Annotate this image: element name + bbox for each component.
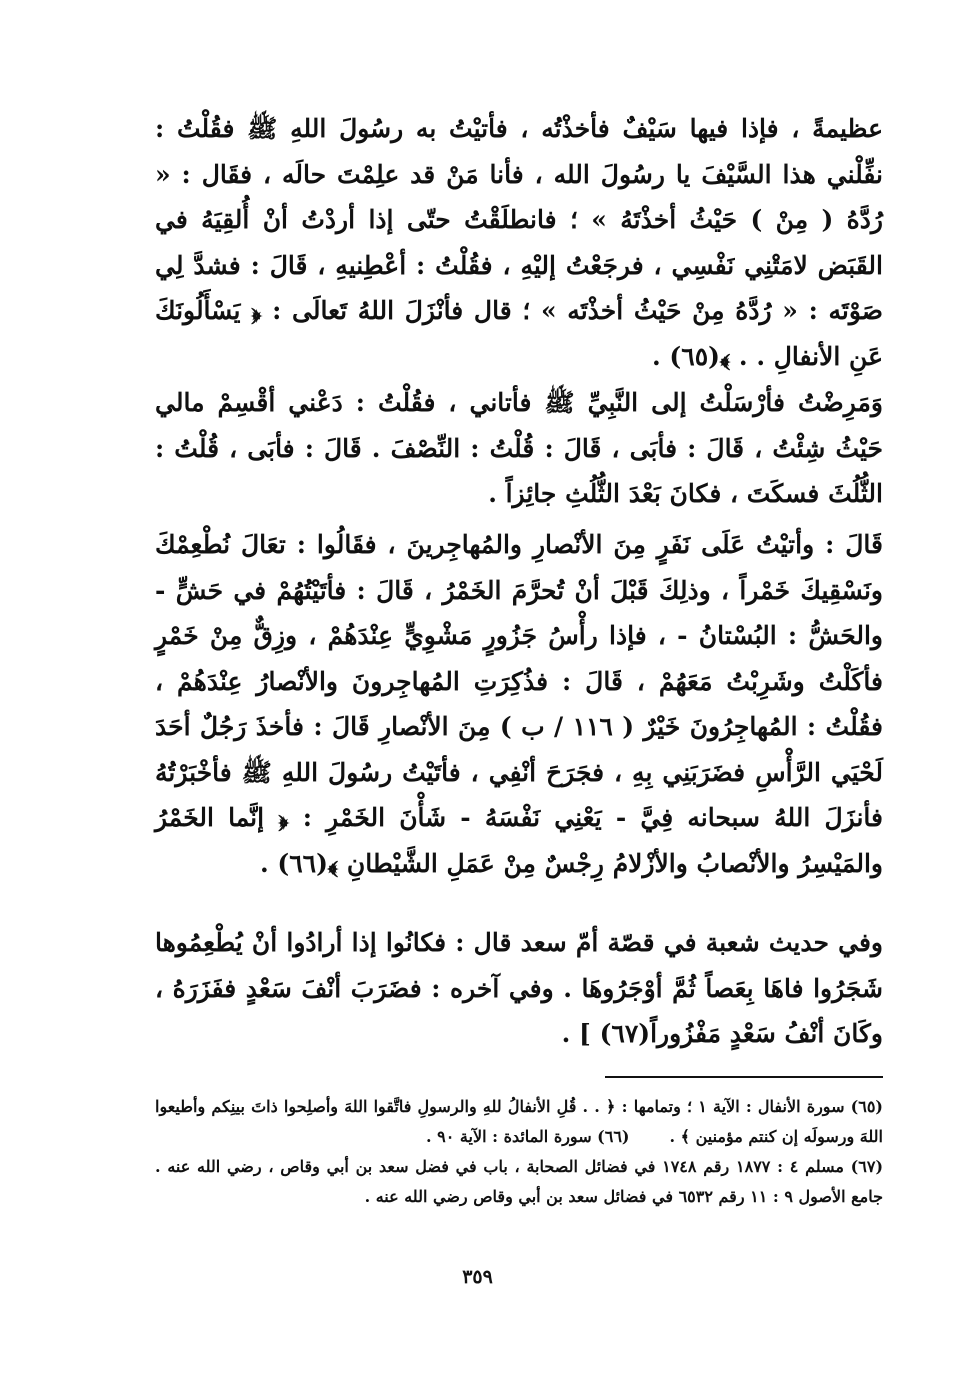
footnote-65-line [155, 1092, 883, 1152]
footnotes [155, 1092, 883, 1212]
footnote-66: (٦٦) سورة المائدة : الآية ٩٠ . [426, 1127, 630, 1146]
paragraph-2: وَمَرِضْتُ فأرْسَلْتُ إلى النَّبِيِّ ﷺ فأتاني ، فقُلْتُ : دَعْني أقْسِمْ مالي حَيْثُ شِئْتُ ، قَالَ : فأبَى ، قَالَ : قُلْتُ : النِّصْفَ . قَالَ : فأبَى ، قُلْتُ : الثُّلُثَ فسكَتَ ، فكانَ بَعْدَ الثُّلُثِ جائِزاً . [155, 388, 883, 508]
paragraph-3: قَالَ : وأتيْتُ عَلَى نَفَرٍ مِنَ الأنْصارِ والمُهاجِرينَ ، فقَالُوا : تعَالَ نُطْعِمْكَ ونَسْقِيكَ خَمْراً ، وذلِكَ قَبْلَ أنْ تُحرَّمَ الخَمْرُ ، قَالَ : فأتَيْتُهُمْ في حَشٍّ - والحَشُّ : البُسْتانُ - ، فإذا رأْسُ جَزُورٍ مَشْوِيٍّ عِنْدَهُمْ ، وزِقٌّ مِنْ خَمْرٍ فأكَلْتُ وشَرِبْتُ مَعَهُمْ ، قَالَ : فذُكِرَتِ المُهاجِرونَ والأنْصارُ عِنْدَهُمْ ، فقُلْتُ : المُهاجِرُونَ خَيْرٌ ( ١١٦ / ب ) مِنَ الأنْصارِ قَالَ : فأخذَ رَجُلٌ أحَدَ لَحْيَي الرَّأْسِ فضَرَبَنِي بِهِ ، فجَرَحَ أنْفِي ، فأتَيْتُ رسُولَ اللهِ ﷺ فأخْبَرْتُهُ فأنزَلَ اللهُ سبحانه فِيَّ - يَعْنِي نَفْسَهُ - شَأْنَ الخَمْرِ : ﴿ إنَّما الخَمْرُ والمَيْسِرُ والأنْصابُ والأزْلامُ رِجْسٌ مِنْ عَمَلِ الشَّيْطانِ ﴾(٦٦) . [155, 530, 883, 878]
footnote-separator [605, 1076, 883, 1078]
footnote-67: (٦٧) مسلم ٤ : ١٨٧٧ رقم ١٧٤٨ في فضائل الصحابة ، باب في فضل سعد بن أبي وقاص ، رضي الله عنه . جامع الأصول ٩ : ١١ رقم ٦٥٣٢ في فضائل سعد بن أبي وقاص رضي الله عنه . [155, 1157, 884, 1206]
page-number: ٣٥٩ [462, 1266, 493, 1288]
paragraph-1: عظيمةً ، فإذا فيها سَيْفٌ فأخذْتُه ، فأتيْتُ به رسُولَ اللهِ ﷺ فقُلْتُ : نفِّلْني هذا السَّيْفَ يا رسُولَ الله ، فأنا مَنْ قد علِمْتَ حالَه ، فقَال : « رُدَّهُ ( مِنْ ) حَيْثُ أخذْتَهُ » ؛ فانطلَقْتُ حتّى إذا أردْتُ أنْ أُلقِيَهُ في القَبَض لامَتْنِي نَفْسِي ، فرجَعْتُ إليْهِ ، فقُلْتُ : أعْطِنيهِ ، قَالَ : فشدَّ لِي صَوْتَه : « رُدَّهُ مِنْ حَيْثُ أخذْتَه » ؛ قال فأنْزَلَ اللهُ تَعالَى : ﴿ يَسْأَلُونَكَ عَنِ الأنفالِ . . ﴾(٦٥) . [155, 114, 883, 371]
paragraph-4: وفي حديث شعبة في قصّة أمّ سعد قال : فكانُوا إذا أرادُوا أنْ يُطْعِمُوها شَجَرُوا فاهَا بِعَصاً ثُمَّ أوْجَرُوهَا . وفي آخره : فضَرَبَ أنْفَ سَعْدٍ ففَزَرَهُ ، وكَانَ أنْفُ سَعْدٍ مَفْزُوراً(٦٧) ] . [155, 928, 883, 1048]
footnote-65: (٦٥) سورة الأنفال : الآية ١ ؛ وتمامها : ﴿ . . قُلِ الأنفالُ للهِ والرسولِ فاتَّقوا اللهَ وأصلِحوا ذاتَ بينِكم وأطيعوا اللهَ ورسولَه إن كنتم مؤمنين ﴾ . [155, 1097, 883, 1146]
